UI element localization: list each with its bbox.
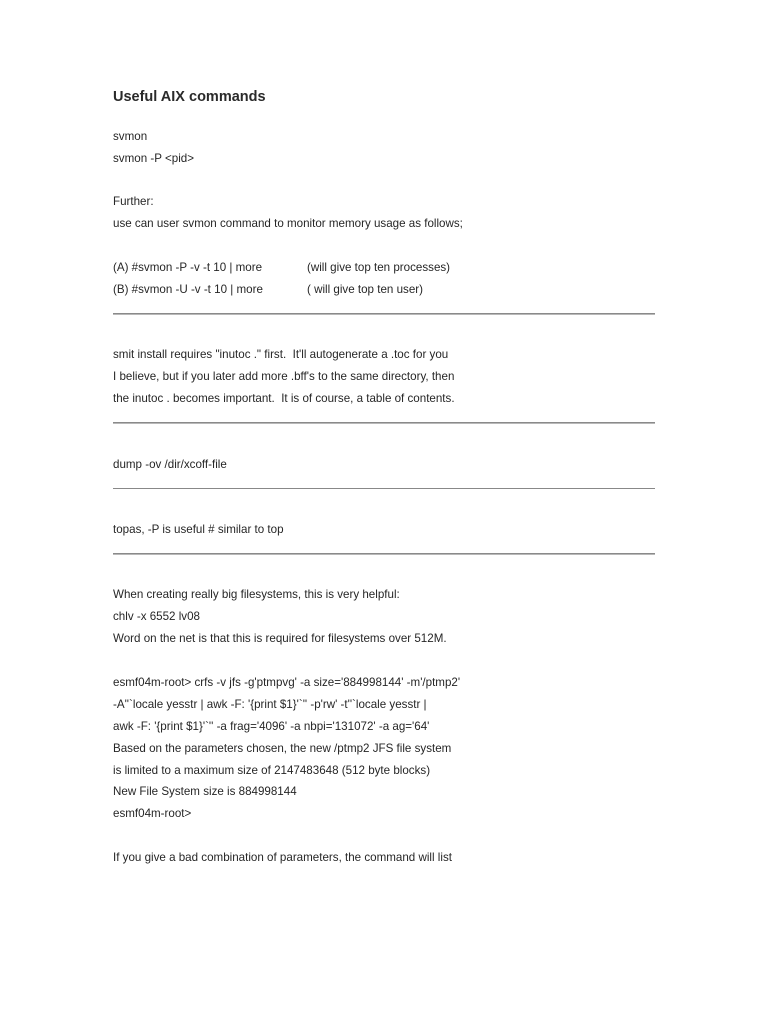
command-line: -A''`locale yesstr | awk -F: '{print $1}'`'' -p'rw' -t''`locale yesstr | (113, 698, 427, 711)
section-divider (113, 553, 655, 555)
text-line: topas, -P is useful # similar to top (113, 523, 284, 536)
command-note: ( will give top ten user) (307, 283, 423, 296)
text-line: svmon -P <pid> (113, 152, 194, 165)
text-line: Further: (113, 195, 154, 208)
section-divider (113, 313, 655, 315)
output-line: esmf04m-root> (113, 807, 192, 820)
text-line: If you give a bad combination of parameters, the command will list (113, 851, 452, 864)
text-line: the inutoc . becomes important. It is of course, a table of contents. (113, 392, 455, 405)
text-line: svmon (113, 130, 148, 143)
text-line: smit install requires "inutoc ." first. It'll autogenerate a .toc for you (113, 348, 449, 361)
page-title: Useful AIX commands (113, 89, 266, 105)
command-note: (will give top ten processes) (307, 261, 451, 274)
command-line: chlv -x 6552 lv08 (113, 610, 200, 623)
command-line: (A) #svmon -P -v -t 10 | more (113, 261, 263, 274)
text-line: I believe, but if you later add more .bff's to the same directory, then (113, 370, 455, 383)
text-line: When creating really big filesystems, this is very helpful: (113, 588, 400, 601)
text-line: use can user svmon command to monitor memory usage as follows; (113, 217, 463, 230)
output-line: Based on the parameters chosen, the new /ptmp2 JFS file system (113, 742, 452, 755)
output-line: New File System size is 884998144 (113, 785, 297, 798)
section-divider (113, 488, 655, 489)
command-line: awk -F: '{print $1}'`'' -a frag='4096' -a nbpi='131072' -a ag='64' (113, 720, 430, 733)
section-divider (113, 422, 655, 424)
command-line: (B) #svmon -U -v -t 10 | more (113, 283, 263, 296)
command-line: esmf04m-root> crfs -v jfs -g'ptmpvg' -a size='884998144' -m'/ptmp2' (113, 676, 461, 689)
command-line: dump -ov /dir/xcoff-file (113, 458, 227, 471)
text-line: Word on the net is that this is required for filesystems over 512M. (113, 632, 447, 645)
output-line: is limited to a maximum size of 2147483648 (512 byte blocks) (113, 764, 431, 777)
